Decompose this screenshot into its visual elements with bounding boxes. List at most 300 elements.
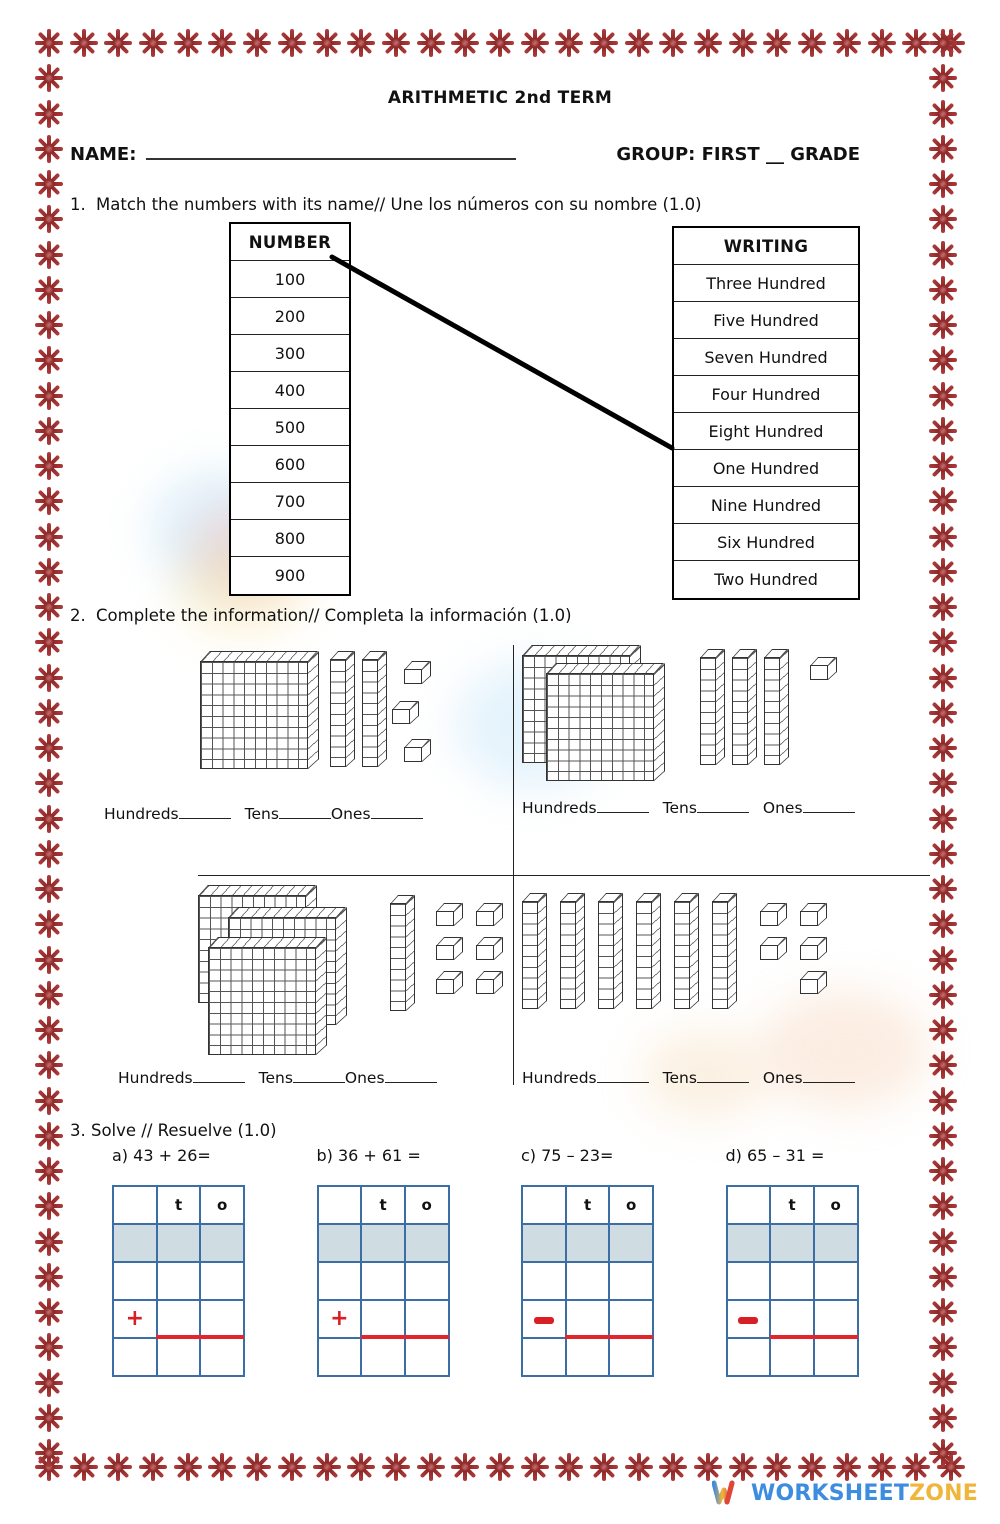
result-cell[interactable] xyxy=(522,1338,566,1376)
operation-grid-d[interactable] xyxy=(726,1185,859,1377)
writing-table xyxy=(672,226,860,600)
flower-icon xyxy=(485,1452,515,1482)
flower-icon xyxy=(34,1156,64,1186)
result-row[interactable] xyxy=(727,1338,858,1376)
answer-rule xyxy=(770,1335,858,1339)
flower-icon xyxy=(34,945,64,975)
ones-cube xyxy=(800,971,827,995)
flower-icon xyxy=(928,381,958,411)
flower-icon xyxy=(928,240,958,270)
logo-primary-text: WORKSHEET xyxy=(751,1480,910,1506)
flower-icon xyxy=(34,1227,64,1257)
exercise2-number: 2. xyxy=(70,606,86,625)
problem-b xyxy=(317,1146,522,1377)
flower-icon xyxy=(928,28,958,58)
carry-cell[interactable] xyxy=(157,1224,201,1262)
flower-icon xyxy=(173,28,203,58)
logo-wordmark xyxy=(751,1481,978,1506)
group-label: GROUP: FIRST __ GRADE xyxy=(616,144,861,165)
problem-d xyxy=(726,1146,931,1377)
operand-cell[interactable] xyxy=(727,1262,771,1300)
flower-icon xyxy=(34,1015,64,1045)
flower-icon xyxy=(34,486,64,516)
flower-icon xyxy=(34,240,64,270)
header-row xyxy=(113,1186,244,1224)
tens-rod xyxy=(700,649,724,767)
flower-icon xyxy=(34,1086,64,1116)
flower-icon xyxy=(416,28,446,58)
operand-cell[interactable] xyxy=(361,1300,405,1338)
name-group-row xyxy=(70,144,930,165)
decorative-border-left xyxy=(34,28,64,1468)
header-row xyxy=(318,1186,449,1224)
flower-icon xyxy=(520,1452,550,1482)
flower-icon xyxy=(34,169,64,199)
writing-cell[interactable]: Five Hundred xyxy=(674,302,858,339)
place-value-labels xyxy=(118,1069,437,1087)
carry-cell[interactable] xyxy=(405,1224,449,1262)
flower-icon xyxy=(207,28,237,58)
tens-rod xyxy=(598,893,622,1011)
ones-cube xyxy=(404,739,431,763)
flower-icon xyxy=(928,945,958,975)
flower-icon xyxy=(34,310,64,340)
operator-row[interactable] xyxy=(727,1300,858,1338)
operand-cell[interactable] xyxy=(318,1262,362,1300)
tens-header: t xyxy=(157,1186,201,1224)
operator-row[interactable] xyxy=(522,1300,653,1338)
addend-row[interactable] xyxy=(113,1262,244,1300)
result-cell[interactable] xyxy=(727,1338,771,1376)
result-cell[interactable] xyxy=(609,1338,653,1376)
result-row[interactable] xyxy=(113,1338,244,1376)
flower-icon xyxy=(928,169,958,199)
operand-cell[interactable] xyxy=(361,1262,405,1300)
flower-icon xyxy=(762,1452,792,1482)
flower-icon xyxy=(762,28,792,58)
blocks-quadrant-top-left xyxy=(70,643,423,823)
corner-cell xyxy=(727,1186,771,1224)
flower-icon xyxy=(554,28,584,58)
hundreds-label: Hundreds xyxy=(522,1069,597,1087)
flower-icon xyxy=(34,275,64,305)
flower-icon xyxy=(624,1452,654,1482)
carry-row[interactable] xyxy=(318,1224,449,1262)
operation-grid-a[interactable] xyxy=(112,1185,245,1377)
flower-icon xyxy=(928,592,958,622)
result-cell[interactable] xyxy=(318,1338,362,1376)
result-row[interactable] xyxy=(318,1338,449,1376)
flower-icon xyxy=(589,28,619,58)
blocks-quadrant-top-right xyxy=(522,643,855,817)
flower-icon xyxy=(728,1452,758,1482)
flower-icon xyxy=(34,204,64,234)
writing-table-header: WRITING xyxy=(674,228,858,265)
writing-cell[interactable]: Three Hundred xyxy=(674,265,858,302)
tens-rod xyxy=(674,893,698,1011)
flower-icon xyxy=(928,733,958,763)
flower-icon xyxy=(928,134,958,164)
flower-icon xyxy=(312,1452,342,1482)
flower-icon xyxy=(34,839,64,869)
flower-icon xyxy=(34,1191,64,1221)
flower-icon xyxy=(242,28,272,58)
flower-icon xyxy=(928,627,958,657)
minuend-row[interactable] xyxy=(727,1262,858,1300)
flower-icon xyxy=(34,63,64,93)
problem-d-label: d) 65 – 31 = xyxy=(725,1146,825,1165)
operand-cell[interactable] xyxy=(609,1300,653,1338)
flower-icon xyxy=(693,1452,723,1482)
carry-cell[interactable] xyxy=(566,1224,610,1262)
flower-icon xyxy=(928,1191,958,1221)
hundreds-label: Hundreds xyxy=(118,1069,193,1087)
flower-icon xyxy=(867,1452,897,1482)
result-cell[interactable] xyxy=(814,1338,858,1376)
flower-icon xyxy=(34,1050,64,1080)
result-cell[interactable] xyxy=(405,1338,449,1376)
flower-icon xyxy=(450,28,480,58)
flower-icon xyxy=(34,980,64,1010)
flower-icon xyxy=(520,28,550,58)
writing-cell[interactable]: Two Hundred xyxy=(714,570,818,589)
operand-cell[interactable] xyxy=(405,1300,449,1338)
place-value-labels xyxy=(522,799,855,817)
flower-icon xyxy=(34,804,64,834)
carry-cell[interactable] xyxy=(814,1224,858,1262)
worksheetzone-logo[interactable] xyxy=(712,1480,978,1506)
quadrant-divider-horizontal xyxy=(198,875,930,876)
tens-rod xyxy=(330,651,354,769)
ones-cube xyxy=(436,971,463,995)
operand-cell[interactable] xyxy=(814,1300,858,1338)
flower-icon xyxy=(34,1297,64,1327)
result-cell[interactable] xyxy=(566,1338,610,1376)
ones-blank[interactable] xyxy=(385,1070,437,1083)
tens-blank[interactable] xyxy=(697,800,749,813)
hundreds-blank[interactable] xyxy=(597,1070,649,1083)
exercise1-match-area xyxy=(70,222,930,602)
operand-cell[interactable] xyxy=(609,1262,653,1300)
flower-icon xyxy=(928,804,958,834)
number-cell[interactable]: 400 xyxy=(231,372,349,409)
flower-icon xyxy=(928,275,958,305)
writing-cell[interactable]: Six Hundred xyxy=(674,524,858,561)
ones-header: o xyxy=(814,1186,858,1224)
number-cell[interactable]: 600 xyxy=(231,446,349,483)
operator-cell xyxy=(318,1300,362,1338)
quadrant-divider-vertical xyxy=(513,645,514,1085)
flower-icon xyxy=(658,1452,688,1482)
flower-icon xyxy=(928,99,958,129)
carry-row[interactable] xyxy=(727,1224,858,1262)
ones-label: Ones xyxy=(762,1069,803,1087)
flower-icon xyxy=(242,1452,272,1482)
flower-icon xyxy=(34,1262,64,1292)
exercise2-blocks-area xyxy=(70,633,930,1103)
carry-cell[interactable] xyxy=(609,1224,653,1262)
ones-label: Ones xyxy=(344,1069,385,1087)
flower-icon xyxy=(138,28,168,58)
tens-rod xyxy=(390,895,414,1013)
number-cell[interactable]: 300 xyxy=(231,335,349,372)
number-cell[interactable]: 100 xyxy=(231,261,349,298)
operation-grid-c[interactable] xyxy=(521,1185,654,1377)
ones-cube xyxy=(476,971,503,995)
tens-header: t xyxy=(361,1186,405,1224)
flower-icon xyxy=(34,28,64,58)
ones-cube xyxy=(476,937,503,961)
carry-cell[interactable] xyxy=(361,1224,405,1262)
carry-cell[interactable] xyxy=(727,1224,771,1262)
ones-blank[interactable] xyxy=(803,800,855,813)
ones-blank[interactable] xyxy=(371,806,423,819)
exercise3-problems xyxy=(70,1146,930,1377)
flower-icon xyxy=(928,486,958,516)
ones-cube xyxy=(404,661,431,685)
flower-icon xyxy=(34,909,64,939)
decorative-border-right xyxy=(928,28,958,1468)
operator-cell xyxy=(727,1300,771,1338)
operation-grid-b[interactable] xyxy=(317,1185,450,1377)
answer-rule xyxy=(361,1335,449,1339)
hundreds-blank[interactable] xyxy=(193,1070,245,1083)
ones-cube xyxy=(436,903,463,927)
hundreds-flat xyxy=(208,937,326,1055)
blocks-quadrant-bottom-right xyxy=(522,885,855,1087)
carry-cell[interactable] xyxy=(318,1224,362,1262)
flower-icon xyxy=(797,28,827,58)
result-cell[interactable] xyxy=(770,1338,814,1376)
flower-icon xyxy=(34,733,64,763)
flower-icon xyxy=(901,1452,931,1482)
tens-rod xyxy=(712,893,736,1011)
operand-cell[interactable] xyxy=(770,1262,814,1300)
flower-icon xyxy=(138,1452,168,1482)
hundreds-label: Hundreds xyxy=(104,805,179,823)
flower-icon xyxy=(34,134,64,164)
problem-c-label: c) 75 – 23= xyxy=(521,1146,614,1165)
carry-cell[interactable] xyxy=(770,1224,814,1262)
flower-icon xyxy=(34,99,64,129)
number-cell[interactable]: 700 xyxy=(231,483,349,520)
carry-row[interactable] xyxy=(522,1224,653,1262)
ones-blank[interactable] xyxy=(803,1070,855,1083)
flower-icon xyxy=(381,1452,411,1482)
minus-icon xyxy=(534,1317,554,1324)
tens-rod xyxy=(764,649,788,767)
flower-icon xyxy=(928,698,958,728)
flower-icon xyxy=(277,28,307,58)
exercise2-prompt-text: Complete the information// Completa la información (1.0) xyxy=(96,606,572,625)
number-cell[interactable]: 800 xyxy=(231,520,349,557)
number-cell[interactable]: 500 xyxy=(231,409,349,446)
logo-w-icon xyxy=(712,1480,742,1506)
flower-icon xyxy=(277,1452,307,1482)
carry-row[interactable] xyxy=(113,1224,244,1262)
ones-label: Ones xyxy=(762,799,803,817)
flower-icon xyxy=(69,1452,99,1482)
flower-icon xyxy=(928,345,958,375)
flower-icon xyxy=(797,1452,827,1482)
operand-cell[interactable] xyxy=(200,1300,244,1338)
number-cell[interactable]: 900 xyxy=(274,566,306,585)
plus-icon: + xyxy=(125,1306,145,1331)
flower-icon xyxy=(928,1368,958,1398)
corner-cell xyxy=(522,1186,566,1224)
minus-icon xyxy=(738,1317,758,1324)
number-cell[interactable]: 200 xyxy=(231,298,349,335)
flower-icon xyxy=(207,1452,237,1482)
operator-row[interactable] xyxy=(113,1300,244,1338)
flower-icon xyxy=(34,768,64,798)
flower-icon xyxy=(589,1452,619,1482)
flower-icon xyxy=(928,663,958,693)
flower-icon xyxy=(346,28,376,58)
exercise1-prompt-text: Match the numbers with its name// Une los números con su nombre (1.0) xyxy=(96,195,702,214)
operand-cell[interactable] xyxy=(566,1262,610,1300)
flower-icon xyxy=(173,1452,203,1482)
ones-cube xyxy=(800,937,827,961)
flower-icon xyxy=(416,1452,446,1482)
minuend-row[interactable] xyxy=(522,1262,653,1300)
flower-icon xyxy=(928,451,958,481)
flower-icon xyxy=(103,28,133,58)
result-cell[interactable] xyxy=(200,1338,244,1376)
ones-cube xyxy=(800,903,827,927)
decorative-border-top xyxy=(34,28,966,58)
operand-cell[interactable] xyxy=(157,1262,201,1300)
writing-cell[interactable]: One Hundred xyxy=(674,450,858,487)
flower-icon xyxy=(34,874,64,904)
flower-icon xyxy=(928,1438,958,1468)
ones-cube xyxy=(760,903,787,927)
operator-row[interactable] xyxy=(318,1300,449,1338)
flower-icon xyxy=(728,28,758,58)
hundreds-blank[interactable] xyxy=(179,806,231,819)
flower-icon xyxy=(928,204,958,234)
tens-rod xyxy=(732,649,756,767)
carry-cell[interactable] xyxy=(522,1224,566,1262)
flower-icon xyxy=(34,1403,64,1433)
tens-rod xyxy=(522,893,546,1011)
flower-icon xyxy=(928,839,958,869)
place-value-labels xyxy=(522,1069,855,1087)
result-cell[interactable] xyxy=(361,1338,405,1376)
decorative-border-bottom xyxy=(34,1452,966,1482)
carry-cell[interactable] xyxy=(113,1224,157,1262)
flower-icon xyxy=(34,627,64,657)
addend-row[interactable] xyxy=(318,1262,449,1300)
operand-cell[interactable] xyxy=(814,1262,858,1300)
flower-icon xyxy=(928,1015,958,1045)
flower-icon xyxy=(928,1297,958,1327)
flower-icon xyxy=(34,1438,64,1468)
flower-icon xyxy=(928,1121,958,1151)
flower-icon xyxy=(103,1452,133,1482)
plus-icon: + xyxy=(330,1306,349,1331)
operand-cell[interactable] xyxy=(770,1300,814,1338)
hundreds-flat xyxy=(546,663,664,781)
flower-icon xyxy=(346,1452,376,1482)
operand-cell[interactable] xyxy=(522,1262,566,1300)
operator-cell xyxy=(522,1300,566,1338)
flower-icon xyxy=(928,1050,958,1080)
flower-icon xyxy=(624,28,654,58)
flower-icon xyxy=(34,557,64,587)
operand-cell[interactable] xyxy=(200,1262,244,1300)
flower-icon xyxy=(928,874,958,904)
flower-icon xyxy=(928,1403,958,1433)
tens-label: Tens xyxy=(258,1069,293,1087)
blocks-quadrant-bottom-left xyxy=(70,885,437,1087)
flower-icon xyxy=(928,909,958,939)
flower-icon xyxy=(928,522,958,552)
flower-icon xyxy=(867,28,897,58)
writing-cell[interactable]: Four Hundred xyxy=(674,376,858,413)
flower-icon xyxy=(832,1452,862,1482)
tens-header: t xyxy=(566,1186,610,1224)
exercise2-prompt xyxy=(70,606,930,625)
writing-cell[interactable]: Nine Hundred xyxy=(674,487,858,524)
flower-icon xyxy=(34,451,64,481)
operand-cell[interactable] xyxy=(566,1300,610,1338)
ones-header: o xyxy=(200,1186,244,1224)
operand-cell[interactable] xyxy=(405,1262,449,1300)
flower-icon xyxy=(928,1227,958,1257)
tens-blank[interactable] xyxy=(697,1070,749,1083)
ones-cube xyxy=(810,657,837,681)
exercise1-number: 1. xyxy=(70,195,86,214)
writing-cell[interactable]: Eight Hundred xyxy=(674,413,858,450)
ones-label: Ones xyxy=(330,805,371,823)
flower-icon xyxy=(928,310,958,340)
tens-blank[interactable] xyxy=(293,1070,345,1083)
tens-blank[interactable] xyxy=(279,806,331,819)
place-value-labels xyxy=(104,805,423,823)
result-cell[interactable] xyxy=(113,1338,157,1376)
writing-cell[interactable]: Seven Hundred xyxy=(674,339,858,376)
tens-header: t xyxy=(770,1186,814,1224)
flower-icon xyxy=(34,663,64,693)
ones-header: o xyxy=(609,1186,653,1224)
name-input-line[interactable] xyxy=(146,146,516,160)
result-row[interactable] xyxy=(522,1338,653,1376)
problem-a-label: a) 43 + 26= xyxy=(112,1146,211,1165)
flower-icon xyxy=(34,698,64,728)
tens-rod xyxy=(560,893,584,1011)
result-cell[interactable] xyxy=(157,1338,201,1376)
flower-icon xyxy=(928,1332,958,1362)
flower-icon xyxy=(928,768,958,798)
number-table xyxy=(229,222,351,596)
flower-icon xyxy=(928,557,958,587)
ones-cube xyxy=(392,701,419,725)
flower-icon xyxy=(928,980,958,1010)
operand-cell[interactable] xyxy=(157,1300,201,1338)
hundreds-flat xyxy=(200,651,318,769)
flower-icon xyxy=(928,63,958,93)
ones-cube xyxy=(476,903,503,927)
hundreds-blank[interactable] xyxy=(597,800,649,813)
tens-rod xyxy=(362,651,386,769)
problem-c xyxy=(521,1146,726,1377)
answer-rule xyxy=(565,1335,653,1339)
operand-cell[interactable] xyxy=(113,1262,157,1300)
header-row xyxy=(727,1186,858,1224)
problem-b-label: b) 36 + 61 = xyxy=(316,1146,421,1165)
carry-cell[interactable] xyxy=(200,1224,244,1262)
